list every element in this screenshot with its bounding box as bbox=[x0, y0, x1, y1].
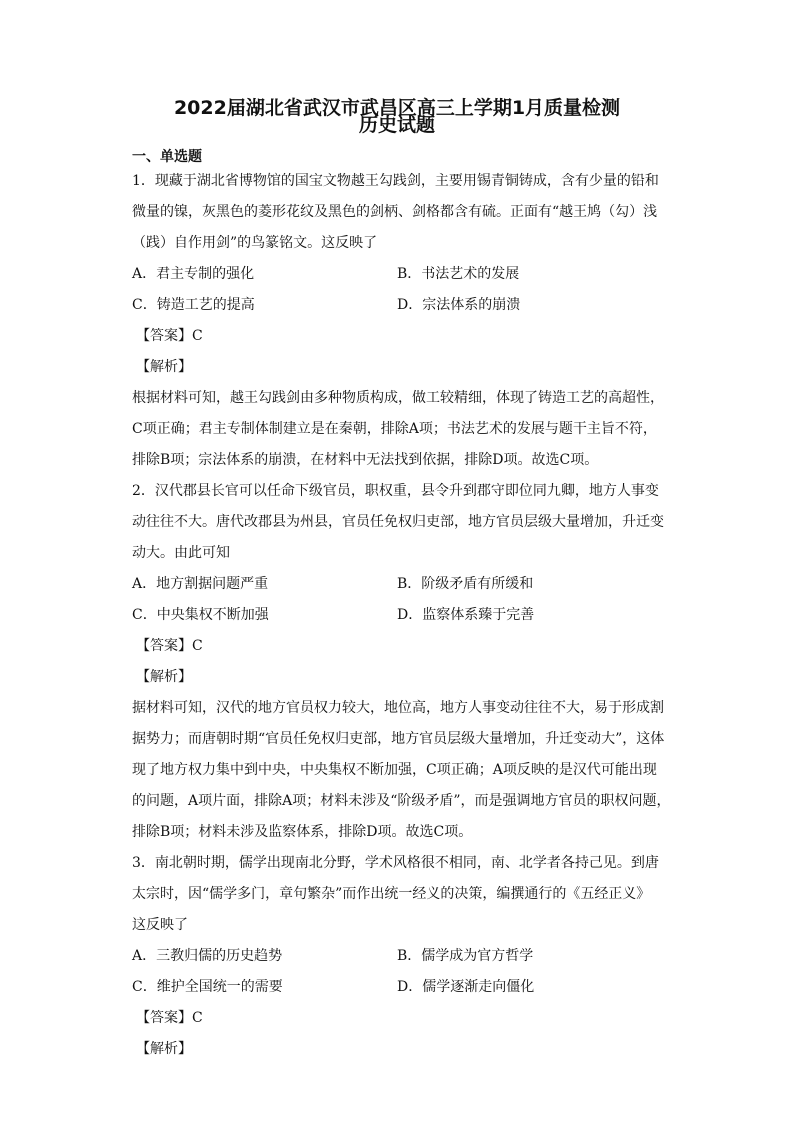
analysis-line: 根据材料可知，越王勾践剑由多种物质构成，做工较精细，体现了铸造工艺的高超性， bbox=[132, 390, 664, 406]
question-1-stem-line: 1．现藏于湖北省博物馆的国宝文物越王勾践剑，主要用锡青铜铸成，含有少量的铅和 bbox=[132, 173, 659, 189]
option-b: B．书法艺术的发展 bbox=[397, 266, 520, 282]
option-c: C．中央集权不断加强 bbox=[132, 607, 269, 623]
question-3-stem-line: 这反映了 bbox=[132, 917, 188, 933]
option-b: B．阶级矛盾有所缓和 bbox=[397, 576, 534, 592]
question-3-options-row bbox=[132, 972, 662, 1003]
section-heading: 一、单选题 bbox=[132, 149, 202, 165]
option-d: D．儒学逐渐走向僵化 bbox=[397, 979, 535, 995]
analysis-line: 的问题，A项片面，排除A项；材料未涉及“阶级矛盾”，而是强调地方官员的职权问题， bbox=[132, 793, 671, 809]
answer-label: 【答案】C bbox=[136, 328, 203, 344]
analysis-label: 【解析】 bbox=[136, 1041, 192, 1057]
question-2-stem-line: 动大。由此可知 bbox=[132, 545, 230, 561]
question-2-options-row bbox=[132, 600, 662, 631]
question-1 bbox=[132, 166, 662, 476]
question-2 bbox=[132, 476, 671, 848]
analysis-line: C项正确；君主专制体制建立是在秦朝，排除A项；书法艺术的发展与题干主旨不符， bbox=[132, 421, 657, 437]
analysis-line: 排除B项；宗法体系的崩溃，在材料中无法找到依据，排除D项。故选C项。 bbox=[132, 452, 599, 468]
analysis-line: 据势力；而唐朝时期“官员任免权归吏部，地方官员层级大量增加，升迁变动大”，这体 bbox=[132, 731, 665, 747]
analysis-line: 现了地方权力集中到中央，中央集权不断加强，C项正确；A项反映的是汉代可能出现 bbox=[132, 762, 657, 778]
analysis-label: 【解析】 bbox=[136, 359, 192, 375]
question-2-options-row bbox=[132, 569, 662, 600]
question-2-stem-line: 2．汉代郡县长官可以任命下级官员，职权重，县令升到郡守即位同九卿，地方人事变 bbox=[132, 483, 659, 499]
option-d: D．宗法体系的崩溃 bbox=[397, 297, 521, 313]
document-subtitle: 历史试题 bbox=[358, 114, 435, 136]
question-3-options-row bbox=[132, 941, 662, 972]
option-c: C．铸造工艺的提高 bbox=[132, 297, 255, 313]
analysis-line: 据材料可知，汉代的地方官员权力较大，地位高，地方人事变动往往不大，易于形成割 bbox=[132, 700, 664, 716]
question-3-stem-line: 3．南北朝时期，儒学出现南北分野，学术风格很不相同，南、北学者各持己见。到唐 bbox=[132, 855, 659, 871]
question-1-options-row bbox=[132, 290, 662, 321]
option-c: C．维护全国统一的需要 bbox=[132, 979, 283, 995]
question-1-stem-line: （践）自作用剑”的鸟篆铭文。这反映了 bbox=[132, 235, 378, 251]
question-3 bbox=[132, 848, 662, 1065]
answer-label: 【答案】C bbox=[136, 1010, 203, 1026]
option-a: A．三教归儒的历史趋势 bbox=[132, 948, 283, 964]
document-title: 2022届湖北省武汉市武昌区高三上学期1月质量检测 bbox=[173, 97, 621, 119]
option-a: A．君主专制的强化 bbox=[132, 266, 255, 282]
option-d: D．监察体系臻于完善 bbox=[397, 607, 535, 623]
question-1-stem-line: 微量的镍，灰黑色的菱形花纹及黑色的剑柄、剑格都含有硫。正面有“越王鸠（勾）浅 bbox=[132, 204, 658, 220]
questions-body bbox=[132, 166, 671, 1065]
analysis-line: 排除B项；材料未涉及监察体系，排除D项。故选C项。 bbox=[132, 824, 473, 840]
option-a: A．地方割据问题严重 bbox=[132, 576, 269, 592]
option-b: B．儒学成为官方哲学 bbox=[397, 948, 534, 964]
analysis-label: 【解析】 bbox=[136, 669, 192, 685]
question-1-options-row bbox=[132, 259, 662, 290]
question-3-stem-line: 太宗时，因“儒学多门，章句繁杂”而作出统一经义的决策，编撰通行的《五经正义》 bbox=[132, 886, 651, 902]
answer-label: 【答案】C bbox=[136, 638, 203, 654]
question-2-stem-line: 动往往不大。唐代改郡县为州县，官员任免权归吏部，地方官员层级大量增加，升迁变 bbox=[132, 514, 664, 530]
